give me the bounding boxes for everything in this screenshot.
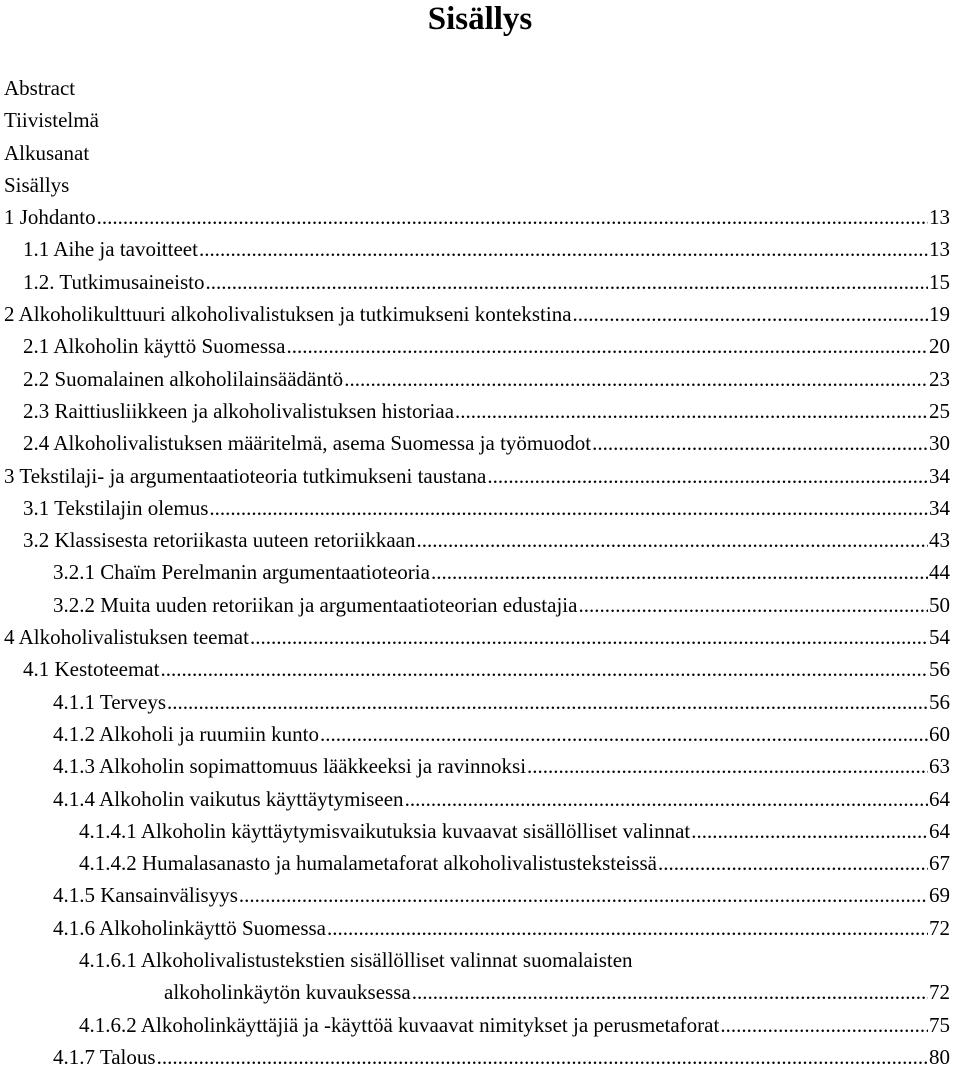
toc-entry-title: 4.1.3 Alkoholin sopimattomuus lääkkeeksi ja ravinnoksi xyxy=(53,754,527,779)
front-matter-label: Alkusanat xyxy=(4,140,90,165)
toc-entry xyxy=(0,266,960,298)
toc-entry-page: 54 xyxy=(929,625,950,650)
toc-entry xyxy=(0,783,960,815)
dot-leader xyxy=(239,879,928,911)
toc-entry xyxy=(0,1009,960,1041)
dot-leader xyxy=(431,556,928,588)
dot-leader xyxy=(209,492,928,524)
dot-leader xyxy=(250,621,928,653)
toc-entry xyxy=(0,330,960,362)
toc-entry-continuation xyxy=(0,976,960,1008)
toc-entry-title: 2.1 Alkoholin käyttö Suomessa xyxy=(23,334,286,359)
toc-entry-page: 56 xyxy=(929,657,950,682)
front-matter-item xyxy=(0,169,960,201)
toc-entry-title: 2.2 Suomalainen alkoholilainsäädäntö xyxy=(23,366,344,391)
front-matter-item xyxy=(0,137,960,169)
dot-leader xyxy=(287,330,929,362)
toc-entry-title: 4 Alkoholivalistuksen teemat xyxy=(4,625,249,650)
toc-entry-title: 1 Johdanto xyxy=(4,205,96,230)
toc-entry-title: alkoholinkäytön kuvauksessa xyxy=(164,980,411,1005)
toc-entry xyxy=(0,912,960,944)
toc-entry-title: 3.2.1 Chaïm Perelmanin argumentaatioteoria xyxy=(53,560,430,585)
toc-entry-page: 64 xyxy=(929,818,950,843)
toc-entry-title: 1.1 Aihe ja tavoitteet xyxy=(23,237,198,262)
toc-entry-title: 4.1.6.2 Alkoholinkäyttäjiä ja -käyttöä kuvaavat nimitykset ja perusmetaforat xyxy=(79,1012,720,1037)
front-matter-label: Abstract xyxy=(4,76,76,100)
dot-leader xyxy=(97,201,928,233)
toc-entry xyxy=(0,460,960,492)
toc-entry-title: 3 Tekstilaji- ja argumentaatioteoria tutkimukseni taustana xyxy=(4,463,487,488)
toc-entry-page: 34 xyxy=(929,463,950,488)
toc-entry-page: 80 xyxy=(929,1044,950,1069)
front-matter-item xyxy=(0,72,960,104)
toc-entry-page: 75 xyxy=(929,1012,950,1037)
toc-entry xyxy=(0,750,960,782)
toc-entry xyxy=(0,201,960,233)
toc-entry-title: 3.2.2 Muita uuden retoriikan ja argumentaatioteorian edustajia xyxy=(53,592,578,617)
toc-entry-title: 4.1.6.1 Alkoholivalistustekstien sisällölliset valinnat suomalaisten xyxy=(79,948,633,973)
toc-entry xyxy=(0,233,960,265)
dot-leader xyxy=(412,976,928,1008)
toc-entry-title: 4.1 Kestoteemat xyxy=(23,657,160,682)
dot-leader xyxy=(691,815,928,847)
toc-entry-page: 44 xyxy=(929,560,950,585)
toc-entry xyxy=(0,589,960,621)
toc-entry-page: 50 xyxy=(929,592,950,617)
dot-leader xyxy=(416,524,928,556)
toc-entry xyxy=(0,395,960,427)
dot-leader xyxy=(592,427,928,459)
toc-entry-page: 30 xyxy=(929,431,950,456)
toc-entry-title: 3.2 Klassisesta retoriikasta uuteen retoriikkaan xyxy=(23,528,416,553)
toc-entry xyxy=(0,427,960,459)
dot-leader xyxy=(455,395,928,427)
toc-entry xyxy=(0,815,960,847)
dot-leader xyxy=(199,233,928,265)
toc-entry-page: 43 xyxy=(929,528,950,553)
toc-entry-page: 23 xyxy=(929,366,950,391)
toc-entry-page: 72 xyxy=(929,915,950,940)
toc-entry-title: 3.1 Tekstilajin olemus xyxy=(23,495,209,520)
dot-leader xyxy=(320,718,928,750)
toc-entry xyxy=(0,298,960,330)
front-matter-label: Sisällys xyxy=(4,172,70,197)
toc-entry-title: 4.1.1 Terveys xyxy=(53,689,167,714)
dot-leader xyxy=(658,847,928,879)
dot-leader xyxy=(327,912,928,944)
toc-entry xyxy=(0,718,960,750)
dot-leader xyxy=(578,589,928,621)
toc-entry-title: 2.3 Raittiusliikkeen ja alkoholivalistuksen historiaa xyxy=(23,398,455,423)
dot-leader xyxy=(167,686,928,718)
toc-entry-title: 4.1.4.2 Humalasanasto ja humalametaforat alkoholivalistusteksteissä xyxy=(79,851,657,876)
toc-entry-title: 4.1.5 Kansainvälisyys xyxy=(53,883,238,908)
toc-entry-title: 4.1.4.1 Alkoholin käyttäytymisvaikutuksia kuvaavat sisällölliset valinnat xyxy=(79,818,691,843)
toc-entry xyxy=(0,524,960,556)
toc-entry xyxy=(0,944,960,976)
toc-entry-page: 64 xyxy=(929,786,950,811)
toc-entry-page: 34 xyxy=(929,495,950,520)
front-matter-item xyxy=(0,104,960,136)
toc-entry-title: 4.1.2 Alkoholi ja ruumiin kunto xyxy=(53,721,319,746)
toc-entry xyxy=(0,621,960,653)
toc-entry-title: 4.1.7 Talous xyxy=(53,1044,156,1069)
dot-leader xyxy=(720,1009,928,1041)
toc-entry-page: 20 xyxy=(929,334,950,359)
page-title: Sisällys xyxy=(427,1,533,37)
toc-entry xyxy=(0,492,960,524)
table-of-contents xyxy=(0,72,960,1073)
dot-leader xyxy=(527,750,928,782)
toc-entry-title: 4.1.6 Alkoholinkäyttö Suomessa xyxy=(53,915,326,940)
toc-entry-page: 19 xyxy=(929,302,950,327)
toc-entry xyxy=(0,653,960,685)
toc-entry-page: 72 xyxy=(929,980,950,1005)
toc-entry xyxy=(0,686,960,718)
toc-entry xyxy=(0,363,960,395)
toc-entry-title: 2 Alkoholikulttuuri alkoholivalistuksen ja tutkimukseni kontekstina xyxy=(4,302,572,327)
dot-leader xyxy=(573,298,928,330)
toc-entry-page: 25 xyxy=(929,398,950,423)
toc-entry xyxy=(0,879,960,911)
toc-entry-title: 2.4 Alkoholivalistuksen määritelmä, asema Suomessa ja työmuodot xyxy=(23,431,592,456)
dot-leader xyxy=(405,783,928,815)
front-matter-label: Tiivistelmä xyxy=(4,108,99,133)
dot-leader xyxy=(487,460,928,492)
toc-entry-page: 13 xyxy=(929,205,950,230)
toc-entry-title: 4.1.4 Alkoholin vaikutus käyttäytymiseen xyxy=(53,786,404,811)
toc-entry-page: 13 xyxy=(929,237,950,262)
toc-entry-title: 1.2. Tutkimusaineisto xyxy=(23,269,205,294)
dot-leader xyxy=(205,266,928,298)
toc-entry-page: 63 xyxy=(929,754,950,779)
toc-entry-page: 67 xyxy=(929,851,950,876)
toc-entry-page: 69 xyxy=(929,883,950,908)
toc-entry-page: 60 xyxy=(929,721,950,746)
toc-entry xyxy=(0,556,960,588)
dot-leader xyxy=(160,653,928,685)
toc-entry xyxy=(0,847,960,879)
toc-entry-page: 15 xyxy=(929,269,950,294)
dot-leader xyxy=(344,363,928,395)
toc-entry-page: 56 xyxy=(929,689,950,714)
